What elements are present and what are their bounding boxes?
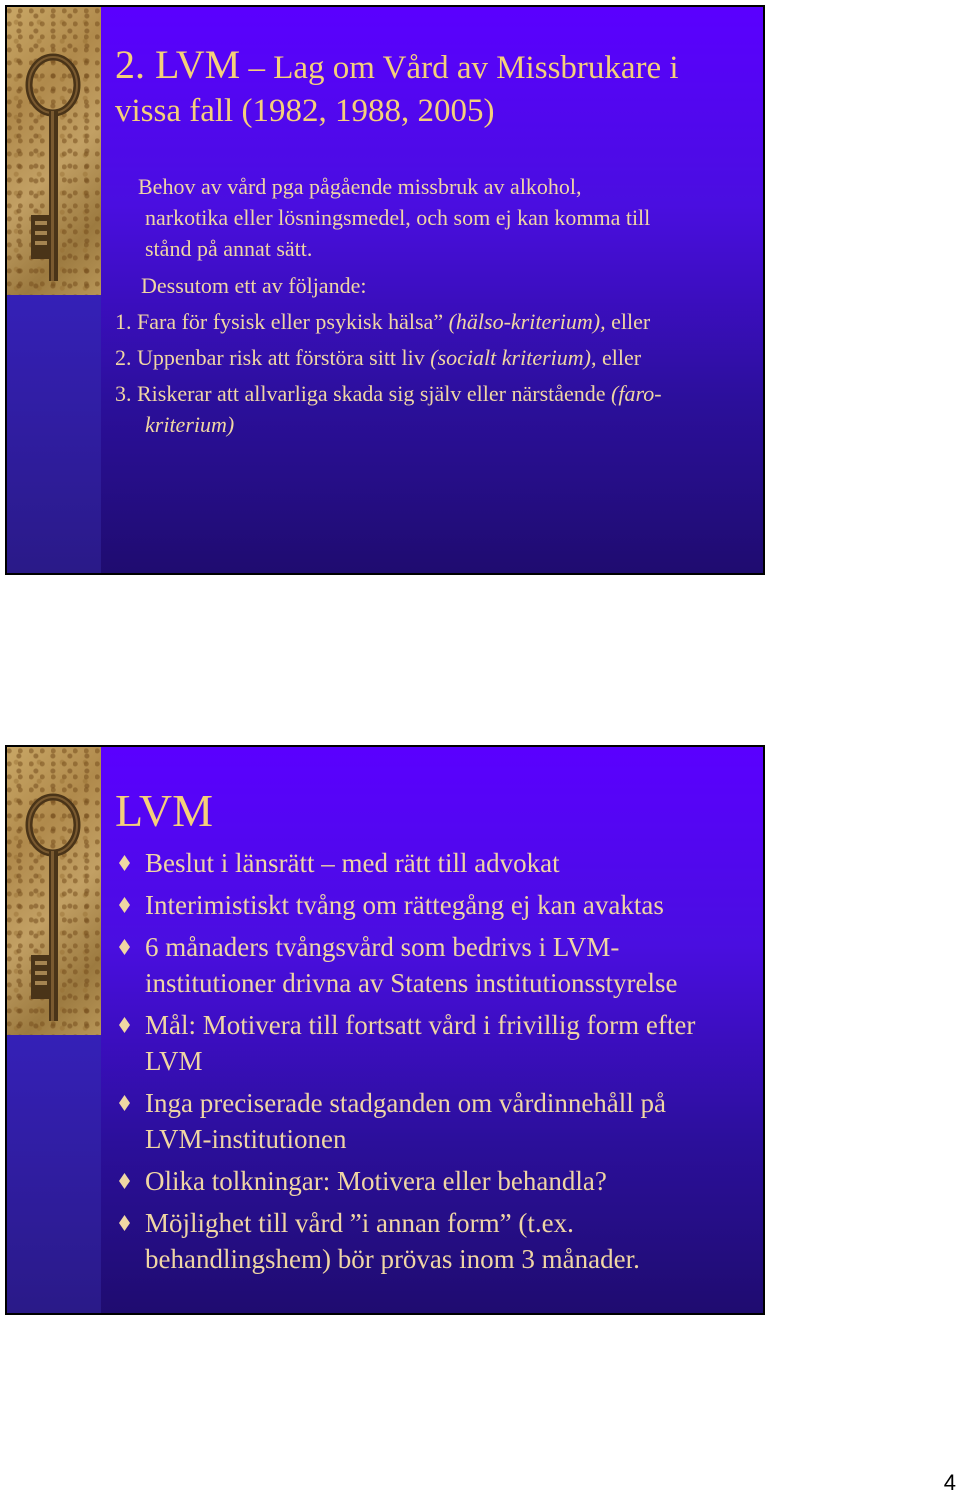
criterion-1-text: 1. Fara för fysisk eller psykisk hälsa” <box>115 309 449 334</box>
bullet-text: 6 månaders tvångsvård som bedrivs i LVM- <box>145 932 620 962</box>
bullet-item <box>115 1007 755 1079</box>
intro-line-2: narkotika eller lösningsmedel, och som ej kan komma till <box>145 205 651 230</box>
bullet-text-cont: institutioner drivna av Statens institutionsstyrelse <box>145 968 678 998</box>
criterion-1-italic: (hälso-kriterium), <box>448 309 606 334</box>
diamond-bullet-icon <box>119 897 130 913</box>
diamond-bullet-icon <box>119 1017 130 1033</box>
bullet-text: Interimistiskt tvång om rättegång ej kan avaktas <box>145 890 664 920</box>
criterion-1-tail: eller <box>605 309 651 334</box>
criterion-2 <box>115 342 641 373</box>
criterion-3-line-2 <box>145 409 234 440</box>
bullet-item <box>115 887 755 923</box>
diamond-bullet-icon <box>119 939 130 955</box>
criterion-2-italic: (socialt kriterium) <box>430 345 591 370</box>
slide-2 <box>5 745 765 1315</box>
criterion-3-line-2-italic: kriterium) <box>145 412 235 437</box>
bullet-text: Inga preciserade stadganden om vårdinnehåll på <box>145 1088 667 1118</box>
diamond-bullet-icon <box>119 855 130 871</box>
bullet-text-cont: behandlingshem) bör prövas inom 3 månader. <box>145 1244 640 1274</box>
bullet-list <box>115 845 755 1283</box>
criterion-3 <box>115 378 662 409</box>
diamond-bullet-icon <box>119 1215 130 1231</box>
bullet-text: Beslut i länsrätt – med rätt till advokat <box>145 848 560 878</box>
bullet-item <box>115 1085 755 1157</box>
page-number: 4 <box>943 1470 956 1495</box>
criterion-1 <box>115 306 650 337</box>
bullet-text: Mål: Motivera till fortsatt vård i frivillig form efter <box>145 1010 696 1040</box>
bullet-item <box>115 1163 755 1199</box>
key-icon <box>7 7 101 295</box>
bullet-text: Olika tolkningar: Motivera eller behandla? <box>145 1166 607 1196</box>
bullet-item <box>115 1205 755 1277</box>
intro-line-1: Behov av vård pga pågående missbruk av alkohol, <box>138 174 582 199</box>
slide-1 <box>5 5 765 575</box>
criterion-3-text: 3. Riskerar att allvarliga skada sig själv eller närstående <box>115 381 612 406</box>
bullet-text-cont: LVM-institutionen <box>145 1124 347 1154</box>
slide-2-title: LVM <box>115 785 213 836</box>
criterion-2-text: 2. Uppenbar risk att förstöra sitt liv <box>115 345 431 370</box>
diamond-bullet-icon <box>119 1095 130 1111</box>
bullet-item <box>115 845 755 881</box>
bullet-item <box>115 929 755 1001</box>
key-icon <box>7 747 101 1035</box>
criterion-3-italic: (faro- <box>611 381 662 406</box>
also-line: Dessutom ett av följande: <box>141 273 367 298</box>
intro-line-3: stånd på annat sätt. <box>145 236 313 261</box>
title-rest: – Lag om Vård av Missbrukare i vissa fall (1982, 1988, 2005) <box>115 50 679 129</box>
bullet-text: Möjlighet till vård ”i annan form” (t.ex. <box>145 1208 574 1238</box>
diamond-bullet-icon <box>119 1173 130 1189</box>
bullet-text-cont: LVM <box>145 1046 203 1076</box>
title-prefix: 2. LVM <box>115 42 241 87</box>
slide-1-title <box>115 43 735 133</box>
criterion-2-tail: , eller <box>590 345 642 370</box>
